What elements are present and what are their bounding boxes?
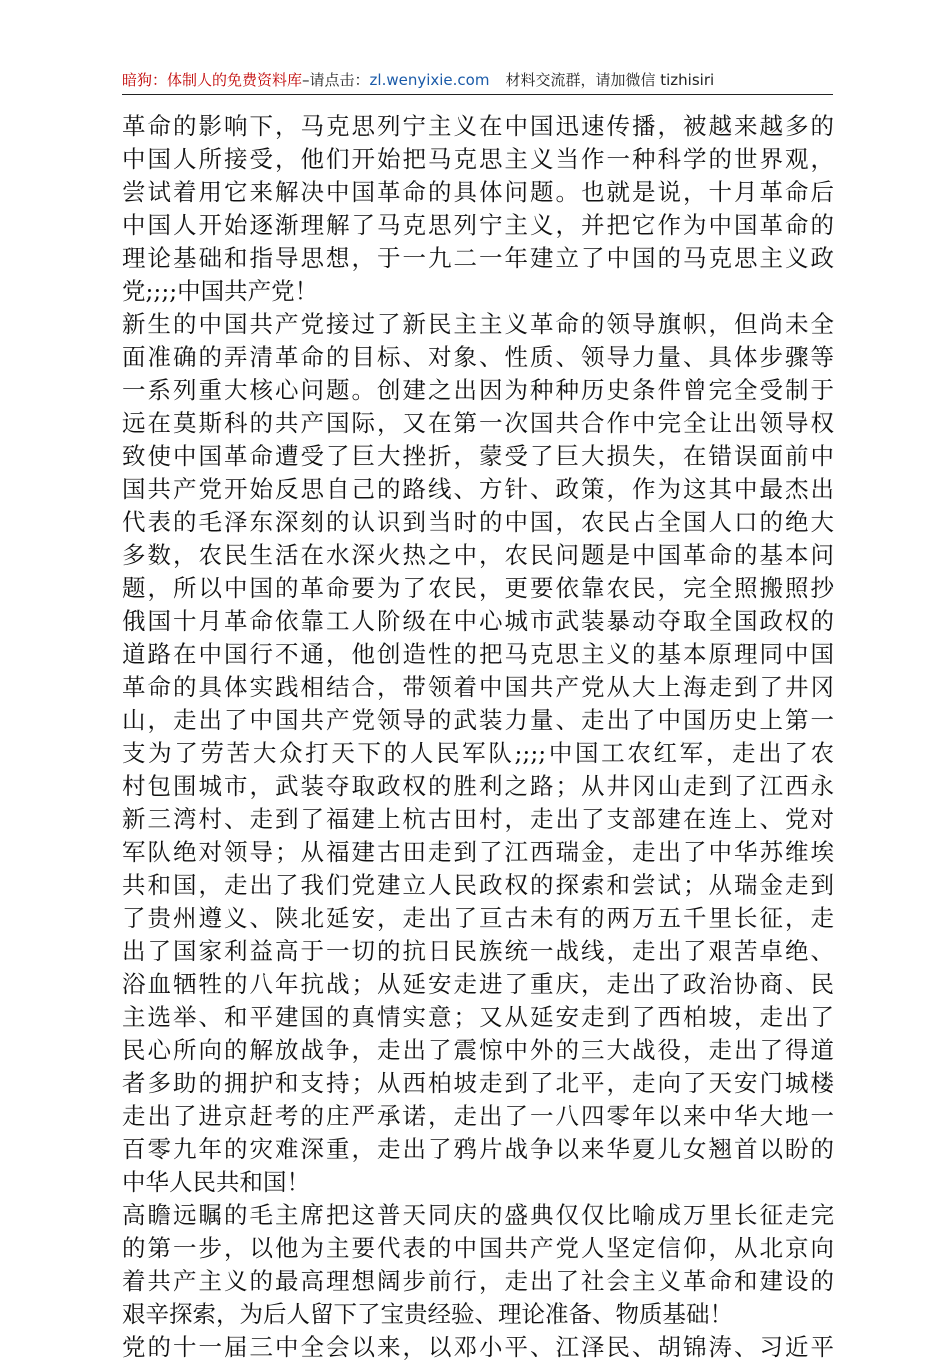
text-line: 国共产党开始反思自己的路线、方针、政策，作为这其中最杰出 bbox=[122, 475, 834, 503]
text-line: 艰辛探索，为后人留下了宝贵经验、理论准备、物质基础！ bbox=[122, 1300, 733, 1328]
text-line: 题，所以中国的革命要为了农民，更要依靠农民，完全照搬照抄 bbox=[122, 574, 834, 602]
document-body bbox=[122, 110, 834, 1364]
text-line: 村包围城市，武装夺取政权的胜利之路；从井冈山走到了江西永 bbox=[122, 772, 834, 800]
text-line: 致使中国革命遭受了巨大挫折，蒙受了巨大损失，在错误面前中 bbox=[122, 442, 834, 470]
text-line: 了贵州遵义、陕北延安，走出了亘古未有的两万五千里长征，走 bbox=[122, 904, 834, 932]
text-line: 新生的中国共产党接过了新民主主义革命的领导旗帜，但尚未全 bbox=[122, 310, 834, 338]
text-line: 远在莫斯科的共产国际，又在第一次国共合作中完全让出领导权 bbox=[122, 409, 834, 437]
text-line: 共和国，走出了我们党建立人民政权的探索和尝试；从瑞金走到 bbox=[122, 871, 834, 899]
text-line: 民心所向的解放战争，走出了震惊中外的三大战役，走出了得道 bbox=[122, 1036, 834, 1064]
text-line: 主选举、和平建国的真情实意；又从延安走到了西柏坡，走出了 bbox=[122, 1003, 834, 1031]
text-line: 一系列重大核心问题。创建之出因为种种历史条件曾完全受制于 bbox=[122, 376, 834, 404]
text-line: 浴血牺牲的八年抗战；从延安走进了重庆，走出了政治协商、民 bbox=[122, 970, 834, 998]
text-line: 军队绝对领导；从福建古田走到了江西瑞金，走出了中华苏维埃 bbox=[122, 838, 834, 866]
header-click-prompt: –请点击： bbox=[302, 71, 370, 89]
text-line: 道路在中国行不通，他创造性的把马克思主义的基本原理同中国 bbox=[122, 640, 834, 668]
text-line: 革命的具体实践相结合，带领着中国共产党从大上海走到了井冈 bbox=[122, 673, 834, 701]
text-line: 党的十一届三中全会以来，以邓小平、江泽民、胡锦涛、习近平 bbox=[122, 1333, 834, 1361]
text-line: 走出了进京赶考的庄严承诺，走出了一八四零年以来中华大地一 bbox=[122, 1102, 834, 1130]
text-line: 多数，农民生活在水深火热之中，农民问题是中国革命的基本问 bbox=[122, 541, 834, 569]
text-line: 高瞻远瞩的毛主席把这普天同庆的盛典仅仅比喻成万里长征走完 bbox=[122, 1201, 834, 1229]
text-line: 者多助的拥护和支持；从西柏坡走到了北平，走向了天安门城楼 bbox=[122, 1069, 834, 1097]
text-line: 百零九年的灾难深重，走出了鸦片战争以来华夏儿女翘首以盼的 bbox=[122, 1135, 834, 1163]
text-line: 中华人民共和国！ bbox=[122, 1168, 310, 1196]
header-divider bbox=[122, 94, 833, 95]
text-line: 尝试着用它来解决中国革命的具体问题。也就是说，十月革命后 bbox=[122, 178, 834, 206]
text-line: 着共产主义的最高理想阔步前行，走出了社会主义革命和建设的 bbox=[122, 1267, 834, 1295]
header-brand: 暗狗：体制人的免费资料库 bbox=[122, 71, 303, 89]
text-line: 革命的影响下，马克思列宁主义在中国迅速传播，被越来越多的 bbox=[122, 112, 834, 140]
page-header bbox=[122, 70, 832, 94]
text-line: 俄国十月革命依靠工人阶级在中心城市武装暴动夺取全国政权的 bbox=[122, 607, 834, 635]
text-line: 党;;;;中国共产党！ bbox=[122, 277, 319, 305]
header-wechat-note: 材料交流群，请加微信 tizhisiri bbox=[505, 71, 715, 89]
text-line: 中国人开始逐渐理解了马克思列宁主义，并把它作为中国革命的 bbox=[122, 211, 834, 239]
text-line: 出了国家利益高于一切的抗日民族统一战线，走出了艰苦卓绝、 bbox=[122, 937, 834, 965]
header-site-link[interactable]: zl.wenyixie.com bbox=[369, 71, 490, 89]
text-line: 理论基础和指导思想，于一九二一年建立了中国的马克思主义政 bbox=[122, 244, 834, 272]
text-line: 的第一步，以他为主要代表的中国共产党人坚定信仰，从北京向 bbox=[122, 1234, 834, 1262]
text-line: 山，走出了中国共产党领导的武装力量、走出了中国历史上第一 bbox=[122, 706, 834, 734]
text-line: 支为了劳苦大众打天下的人民军队;;;;中国工农红军，走出了农 bbox=[122, 739, 834, 767]
text-line: 代表的毛泽东深刻的认识到当时的中国，农民占全国人口的绝大 bbox=[122, 508, 834, 536]
text-line: 中国人所接受，他们开始把马克思主义当作一种科学的世界观， bbox=[122, 145, 834, 173]
text-line: 面准确的弄清革命的目标、对象、性质、领导力量、具体步骤等 bbox=[122, 343, 834, 371]
text-line: 新三湾村、走到了福建上杭古田村，走出了支部建在连上、党对 bbox=[122, 805, 834, 833]
